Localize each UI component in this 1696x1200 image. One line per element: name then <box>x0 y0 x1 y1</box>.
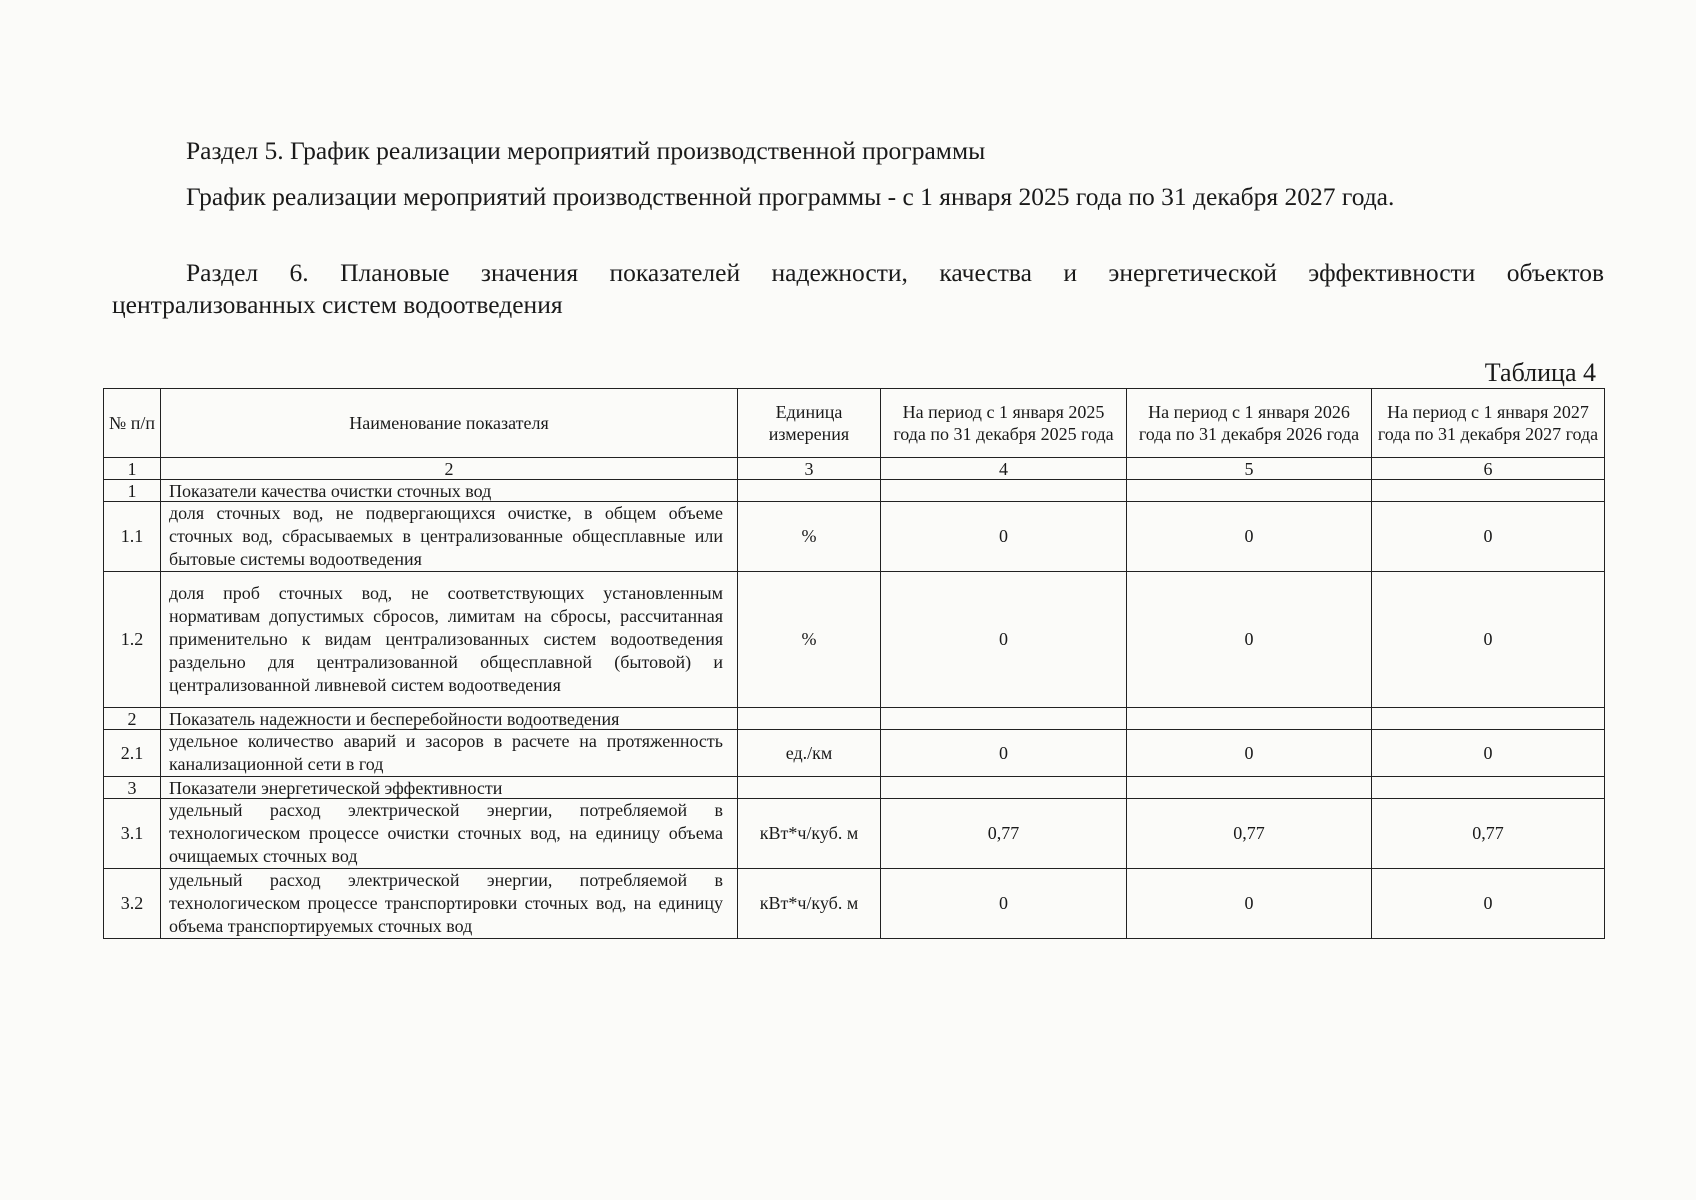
value-2025: 0 <box>881 730 1127 777</box>
table-caption: Таблица 4 <box>1484 358 1596 387</box>
header-num: № п/п <box>104 389 161 458</box>
value-2026: 0 <box>1127 730 1372 777</box>
table-row <box>104 730 1605 777</box>
row-unit: ед./км <box>738 730 881 777</box>
table-header-row <box>104 389 1605 458</box>
table-row <box>104 572 1605 708</box>
row-name: доля проб сточных вод, не соответствующих установленным нормативам допустимых сбросов, лимитам на сбросы, рассчитанная применительно к видам централизованных систем водоотведения раздельно для централизованной общесплавной (бытовой) и централизованной ливневой систем водоотведения <box>161 572 738 708</box>
value-2027: 0 <box>1372 502 1605 572</box>
row-unit: кВт*ч/куб. м <box>738 799 881 869</box>
row-name: Показатели качества очистки сточных вод <box>161 480 738 502</box>
row-name: Показатель надежности и бесперебойности водоотведения <box>161 708 738 730</box>
empty-cell <box>881 708 1127 730</box>
section6-title-line2: централизованных систем водоотведения <box>112 290 563 319</box>
row-unit: % <box>738 502 881 572</box>
column-number-row <box>104 458 1605 480</box>
column-number: 2 <box>161 458 738 480</box>
section5-schedule-text: График реализации мероприятий производственной программы - с 1 января 2025 года по 31 декабря 2027 года. <box>186 182 1395 211</box>
column-number: 5 <box>1127 458 1372 480</box>
empty-cell <box>738 708 881 730</box>
column-number: 1 <box>104 458 161 480</box>
value-2026: 0,77 <box>1127 799 1372 869</box>
empty-cell <box>881 480 1127 502</box>
header-period-2027: На период с 1 января 2027 года по 31 декабря 2027 года <box>1372 389 1605 458</box>
value-2026: 0 <box>1127 572 1372 708</box>
value-2026: 0 <box>1127 869 1372 939</box>
row-num: 1.1 <box>104 502 161 572</box>
empty-cell <box>1372 777 1605 799</box>
empty-cell <box>1372 480 1605 502</box>
indicators-table <box>103 388 1605 939</box>
table-row <box>104 502 1605 572</box>
column-number: 6 <box>1372 458 1605 480</box>
row-num: 3.1 <box>104 799 161 869</box>
header-period-2025: На период с 1 января 2025 года по 31 декабря 2025 года <box>881 389 1127 458</box>
section-row-quality <box>104 480 1605 502</box>
section-row-reliability <box>104 708 1605 730</box>
table-row <box>104 799 1605 869</box>
header-period-2026: На период с 1 января 2026 года по 31 декабря 2026 года <box>1127 389 1372 458</box>
empty-cell <box>881 777 1127 799</box>
header-name: Наименование показателя <box>161 389 738 458</box>
empty-cell <box>738 480 881 502</box>
row-num: 3 <box>104 777 161 799</box>
value-2026: 0 <box>1127 502 1372 572</box>
row-name: удельное количество аварий и засоров в расчете на протяженность канализационной сети в год <box>161 730 738 777</box>
header-unit: Единица измерения <box>738 389 881 458</box>
row-name: Показатели энергетической эффективности <box>161 777 738 799</box>
section5-title: Раздел 5. График реализации мероприятий производственной программы <box>186 136 986 165</box>
empty-cell <box>1127 708 1372 730</box>
value-2025: 0 <box>881 502 1127 572</box>
row-name: доля сточных вод, не подвергающихся очистке, в общем объеме сточных вод, сбрасываемых в централизованные общесплавные или бытовые системы водоотведения <box>161 502 738 572</box>
row-unit: % <box>738 572 881 708</box>
row-unit: кВт*ч/куб. м <box>738 869 881 939</box>
empty-cell <box>738 777 881 799</box>
value-2027: 0 <box>1372 572 1605 708</box>
row-name: удельный расход электрической энергии, потребляемой в технологическом процессе очистки сточных вод, на единицу объема очищаемых сточных вод <box>161 799 738 869</box>
column-number: 4 <box>881 458 1127 480</box>
table-row <box>104 869 1605 939</box>
row-num: 3.2 <box>104 869 161 939</box>
value-2027: 0,77 <box>1372 799 1605 869</box>
empty-cell <box>1372 708 1605 730</box>
empty-cell <box>1127 480 1372 502</box>
row-num: 2 <box>104 708 161 730</box>
value-2027: 0 <box>1372 730 1605 777</box>
section6-title <box>112 257 1604 321</box>
section6-title-line1: Раздел 6. Плановые значения показателей надежности, качества и энергетической эффективности объектов <box>186 258 1604 287</box>
column-number: 3 <box>738 458 881 480</box>
row-name: удельный расход электрической энергии, потребляемой в технологическом процессе транспортировки сточных вод, на единицу объема транспортируемых сточных вод <box>161 869 738 939</box>
row-num: 1 <box>104 480 161 502</box>
empty-cell <box>1127 777 1372 799</box>
section-row-energy <box>104 777 1605 799</box>
value-2025: 0,77 <box>881 799 1127 869</box>
value-2027: 0 <box>1372 869 1605 939</box>
value-2025: 0 <box>881 572 1127 708</box>
value-2025: 0 <box>881 869 1127 939</box>
row-num: 2.1 <box>104 730 161 777</box>
row-num: 1.2 <box>104 572 161 708</box>
